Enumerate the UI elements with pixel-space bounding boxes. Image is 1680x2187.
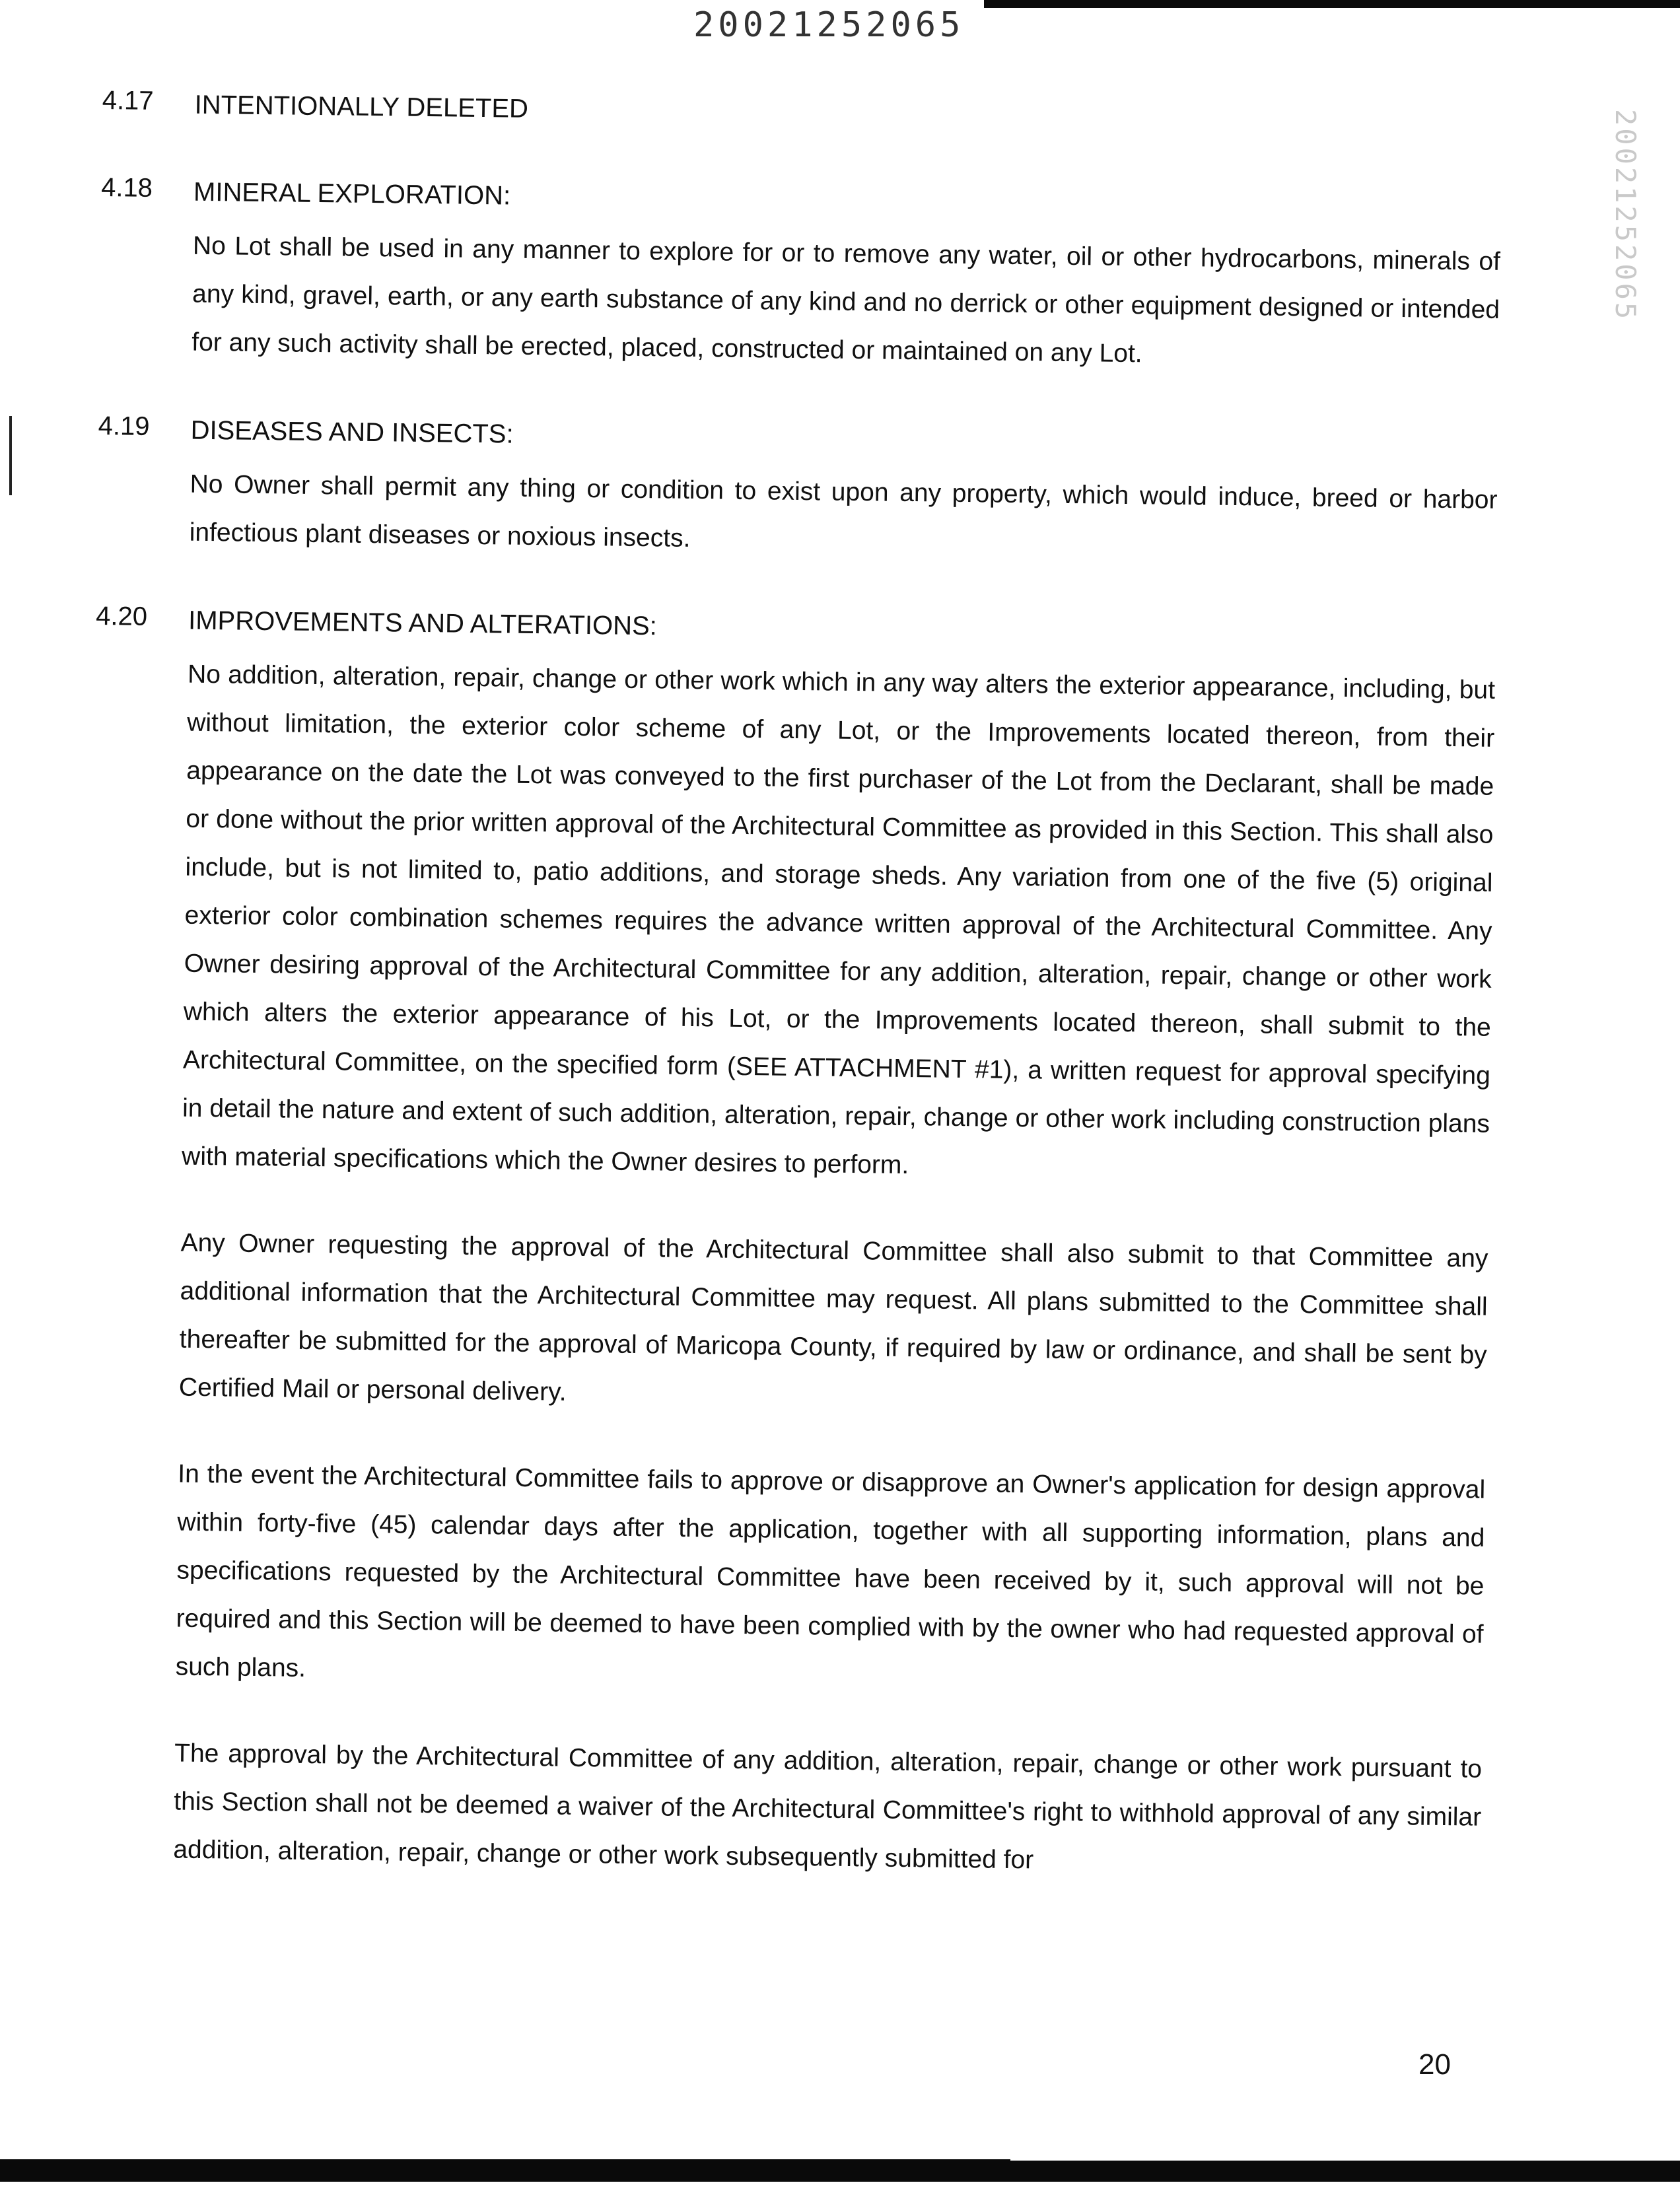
section-body	[192, 222, 1501, 382]
section-title: MINERAL EXPLORATION:	[193, 177, 511, 211]
section-4-19	[96, 411, 1498, 573]
section-number: 4.20	[95, 601, 148, 631]
bottom-scan-notch	[1010, 2154, 1680, 2161]
section-number: 4.19	[98, 411, 150, 441]
paragraph: In the event the Architectural Committee fails to approve or disapprove an Owner's application for design approval within forty-five (45) calendar days after the application, together with all supporting information, plans and specifications requested by the Architectural Committee have been received by it, such approval will not be required and this Section will be deemed to have been complied with by the owner who had requested approval of such plans.	[175, 1459, 1486, 1683]
paragraph: No addition, alteration, repair, change or other work which in any way alters the exterior appearance, including, but without limitation, the exterior color scheme of any Lot, or the Improvements located thereon, from their appearance on the date the Lot was conveyed to the first purchaser of the Lot from the Declarant, shall be made or done without the prior written approval of the Architectural Committee as provided in this Section. This shall also include, but is not limited to, patio additions, and storage sheds. Any variation from one of the five (5) original exterior color combination schemes requires the advance written approval of the Architectural Committee. Any Owner desiring approval of the Architectural Committee for any addition, alteration, repair, change or other work which alters the exterior appearance of his Lot, or the Improvements located thereon, shall submit to the Architectural Committee, on the specified form (SEE ATTACHMENT #1), a written request for approval specifying in detail the nature and extent of such addition, alteration, repair, change or other work including construction plans with material specifications which the Owner desires to perform.	[181, 660, 1496, 1180]
top-scan-border	[984, 0, 1680, 8]
paragraph: The approval by the Architectural Committee of any addition, alteration, repair, change or other work pursuant to this Section shall not be deemed a waiver of the Architectural Committee's right to withhold approval of any similar addition, alteration, repair, change or other work subsequently submitted for	[173, 1739, 1483, 1875]
section-4-18	[99, 173, 1501, 382]
section-body	[173, 650, 1495, 1890]
section-title: IMPROVEMENTS AND ALTERATIONS:	[188, 606, 658, 641]
recording-number: 20021252065	[693, 5, 965, 45]
section-number: 4.18	[100, 172, 153, 203]
side-recording-stamp: 20021252065	[1609, 109, 1642, 322]
page-number: 20	[1418, 2048, 1451, 2081]
paragraph: No Owner shall permit any thing or condition to exist upon any property, which would induce, breed or harbor infectious plant diseases or noxious insects.	[189, 469, 1498, 553]
paragraph: Any Owner requesting the approval of the Architectural Committee shall also submit to that Committee any additional information that the Architectural Committee may request. All plans submitted to the Committee shall thereafter be submitted for the approval of Maricopa County, if required by law or ordinance, and shall be sent by Certified Mail or personal delivery.	[178, 1228, 1488, 1406]
section-number: 4.17	[102, 86, 154, 116]
section-4-20	[81, 602, 1496, 1890]
paragraph: No Lot shall be used in any manner to explore for or to remove any water, oil or other hydrocarbons, minerals of any kind, gravel, earth, or any earth substance of any kind and no derrick or other equipment designed or intended for any such activity shall be erected, placed, constructed or maintained on any Lot.	[192, 231, 1501, 368]
section-4-17	[102, 86, 1502, 139]
section-title: INTENTIONALLY DELETED	[194, 90, 529, 123]
bottom-scan-border	[0, 2159, 1680, 2182]
section-title: DISEASES AND INSECTS:	[190, 415, 514, 449]
left-scan-mark	[9, 416, 12, 495]
section-body	[189, 460, 1498, 573]
document-page	[81, 86, 1502, 1890]
